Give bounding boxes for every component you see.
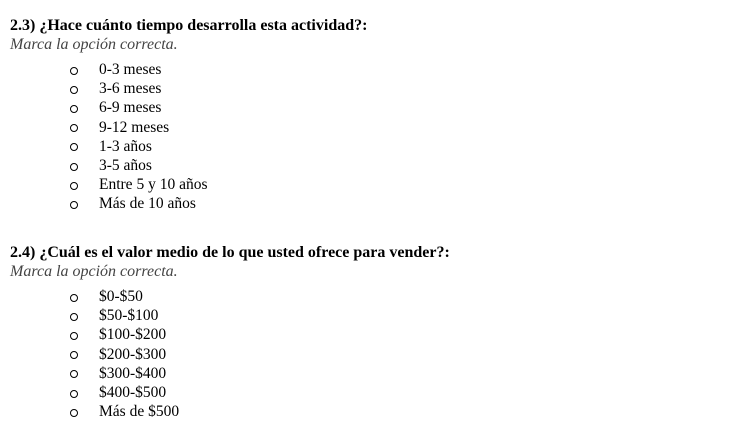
radio-option[interactable] — [10, 118, 730, 137]
radio-circle-icon[interactable] — [70, 294, 78, 302]
options-list — [10, 287, 730, 421]
radio-option[interactable] — [10, 79, 730, 98]
radio-circle-icon[interactable] — [70, 313, 78, 321]
radio-circle-icon[interactable] — [70, 351, 78, 359]
radio-circle-icon[interactable] — [70, 201, 78, 209]
option-label: $200-$300 — [99, 345, 167, 363]
radio-circle-icon[interactable] — [70, 370, 78, 378]
option-label: 3-6 meses — [99, 80, 162, 98]
option-label: $300-$400 — [99, 364, 167, 382]
radio-option[interactable] — [10, 306, 730, 325]
option-label: $100-$200 — [99, 326, 167, 344]
option-label: $400-$500 — [99, 383, 167, 401]
option-label: $0-$50 — [99, 288, 143, 305]
option-label: $50-$100 — [99, 307, 159, 325]
radio-option[interactable] — [10, 325, 730, 344]
radio-option[interactable] — [10, 60, 730, 79]
question-instruction: Marca la opción correcta. — [10, 263, 178, 280]
radio-circle-icon[interactable] — [70, 124, 78, 132]
options-list — [10, 60, 730, 214]
question-2-3 — [10, 16, 730, 214]
option-label: Más de 10 años — [99, 195, 196, 213]
radio-circle-icon[interactable] — [70, 86, 78, 94]
radio-option[interactable] — [10, 364, 730, 383]
option-label: 3-5 años — [99, 156, 152, 174]
radio-circle-icon[interactable] — [70, 409, 78, 417]
option-label: Entre 5 y 10 años — [99, 176, 208, 194]
radio-circle-icon[interactable] — [70, 163, 78, 171]
radio-circle-icon[interactable] — [70, 182, 78, 190]
radio-option[interactable] — [10, 345, 730, 364]
question-2-4 — [10, 243, 730, 421]
radio-circle-icon[interactable] — [70, 105, 78, 113]
question-title: 2.3) ¿Hace cuánto tiempo desarrolla esta actividad?: — [10, 17, 368, 34]
question-title: 2.4) ¿Cuál es el valor medio de lo que usted ofrece para vender?: — [10, 244, 450, 261]
radio-option[interactable] — [10, 137, 730, 156]
radio-option[interactable] — [10, 156, 730, 175]
option-label: Más de $500 — [99, 403, 180, 421]
radio-option[interactable] — [10, 383, 730, 402]
radio-circle-icon[interactable] — [70, 332, 78, 340]
radio-option[interactable] — [10, 194, 730, 213]
radio-circle-icon[interactable] — [70, 390, 78, 398]
option-label: 6-9 meses — [99, 99, 162, 117]
option-label: 9-12 meses — [99, 118, 170, 136]
radio-option[interactable] — [10, 402, 730, 421]
radio-option[interactable] — [10, 175, 730, 194]
radio-circle-icon[interactable] — [70, 143, 78, 151]
radio-option[interactable] — [10, 98, 730, 117]
radio-circle-icon[interactable] — [70, 67, 78, 75]
question-instruction: Marca la opción correcta. — [10, 36, 178, 53]
radio-option[interactable] — [10, 287, 730, 306]
option-label: 0-3 meses — [99, 61, 162, 78]
option-label: 1-3 años — [99, 137, 152, 155]
